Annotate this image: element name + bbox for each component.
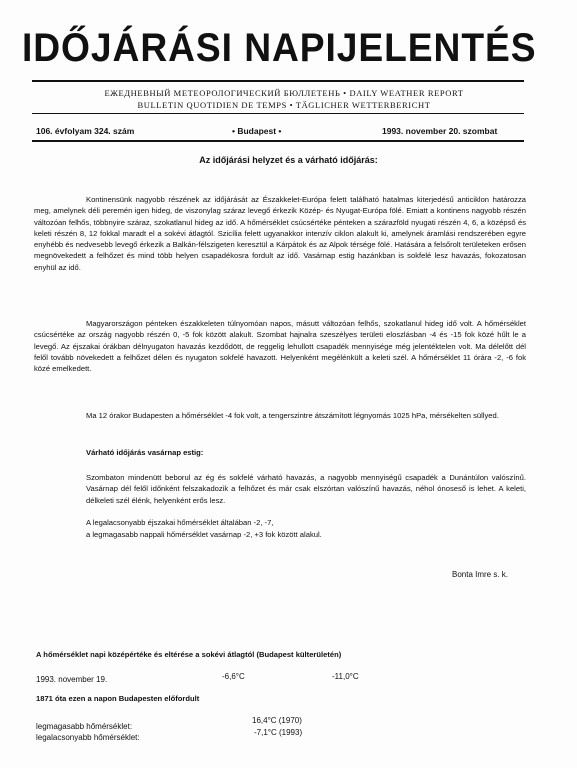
issue-date: 1993. november 20. szombat: [382, 126, 498, 136]
paragraph-2: Magyarországon pénteken északkeleten túlnyomóan napos, másutt változóan felhős, szokatlanul hideg idő volt. A hőmérséklet csúcsértéke az ország nagyobb részén 0, -5 fok között alakult. Szombat hajnalra szeszélyes területi eloszlásban -4 és -15 fok közé hűlt le a levegő. Az éjszakai órákban délnyugaton havazás kezdődött, de reggelig lehullott csapadék mennyisége még jelentéktelen volt. Ma délelőtt dél felől tovább növekedett a felhőzet délen és nyugaton sokfelé havazott. Helyenként megélénkült a keleti szél. A hőmérséklet 11 órára -2, -6 fok közé emelkedett.: [34, 319, 526, 374]
forecast-max-temp: a legmagasabb nappali hőmérséklet vasárnap -2, +3 fok között alakul.: [86, 530, 322, 539]
issue-rule: [32, 140, 524, 142]
paragraph-1: Kontinensünk nagyobb részének az időjárását az Északkelet-Európa felett található hatalmas kiterjedésű anticiklon határozza meg, amelynek déli peremén igen hideg, de viszonylag száraz levegő érkezik Közép- és Nyugat-Európa fölé. Emiatt a kontinens nagyobb részén változóan felhős, többnyire száraz, szokatlanul hideg az idő. A hőmérséklet csúcsértéke pénteken a szárazföld nyugati részén 4, 6, a középső és keleti részén 8, 12 fokkal maradt el a sokévi átlagtól. Szicília felett ugyanakkor intenzív ciklon alakult ki, amelynek áramlási rendszerében egyre enyhébb és nedvesebb levegő érkezik a Balkán-félszigeten keresztül a Kárpátok és az Alpok térsége fölé. Hatására a felsőrolt területeken erősen megnövekedett a felhőzet és mind több helyen csapadékosra fordult az idő. Vasárnap estig hazánkban is sokfelé lesz havazás, fokozatosan enyhül az idő.: [34, 195, 526, 272]
forecast-heading: Várható időjárás vasárnap estig:: [86, 448, 204, 457]
table-mean: -6,6°C: [222, 672, 245, 681]
forecast-min-temp: A legalacsonyabb éjszakai hőmérséklet általában -2, -7,: [86, 518, 274, 527]
table-since-heading: 1871 óta ezen a napon Budapesten előfordult: [36, 694, 200, 703]
forecast-paragraph: Szombaton mindenütt beborul az ég és sokfelé várható havazás, a nagyobb mennyiségű csapadék a Dunántúlon valószínű. Vasárnap dél felől időnként felszakadozik a felhőzet és már csak elszórtan valószínű havazás, néhol ónoseső is lehet. A keleti, délkeleti szél élénk, helyenként erős lesz.: [86, 473, 526, 505]
table-date: 1993. november 19.: [36, 675, 108, 684]
masthead-title: IDŐJÁRÁSI NAPIJELENTÉS: [22, 26, 537, 70]
signature: Bonta Imre s. k.: [452, 570, 509, 579]
paragraph-3: Ma 12 órakor Budapesten a hőmérséklet -4 fok volt, a tengerszintre átszámított légnyomás 1025 hPa, mérsékelten süllyed.: [86, 411, 499, 420]
issue-place: • Budapest •: [232, 126, 282, 136]
table-min-value: -7,1°C (1993): [254, 728, 303, 737]
masthead-rule-top: [32, 80, 524, 82]
section-heading: Az időjárási helyzet és a várható időjárás:: [199, 155, 378, 165]
table-min-label: legalacsonyabb hőmérséklet:: [36, 733, 140, 742]
table-max-value: 16,4°C (1970): [252, 716, 302, 725]
table-max-label: legmagasabb hőmérséklet:: [36, 722, 133, 731]
table-title: A hőmérséklet napi középértéke és eltérése a sokévi átlagtól (Budapest külterületén): [36, 650, 342, 659]
issue-row: [36, 126, 526, 138]
masthead-rule-mid: [32, 113, 524, 114]
table-deviation: -11,0°C: [332, 672, 359, 681]
issue-volume: 106. évfolyam 324. szám: [36, 126, 135, 136]
masthead-subtitle-line1: ЕЖЕДНЕВНЫЙ МЕТЕОРОЛОГИЧЕСКИЙ БЮЛЛЕТЕНЬ • DAILY WEATHER REPORT: [104, 88, 464, 98]
masthead-subtitle-line2: BULLETIN QUOTIDIEN DE TEMPS • TÄGLICHER WETTERBERICHT: [137, 100, 431, 110]
